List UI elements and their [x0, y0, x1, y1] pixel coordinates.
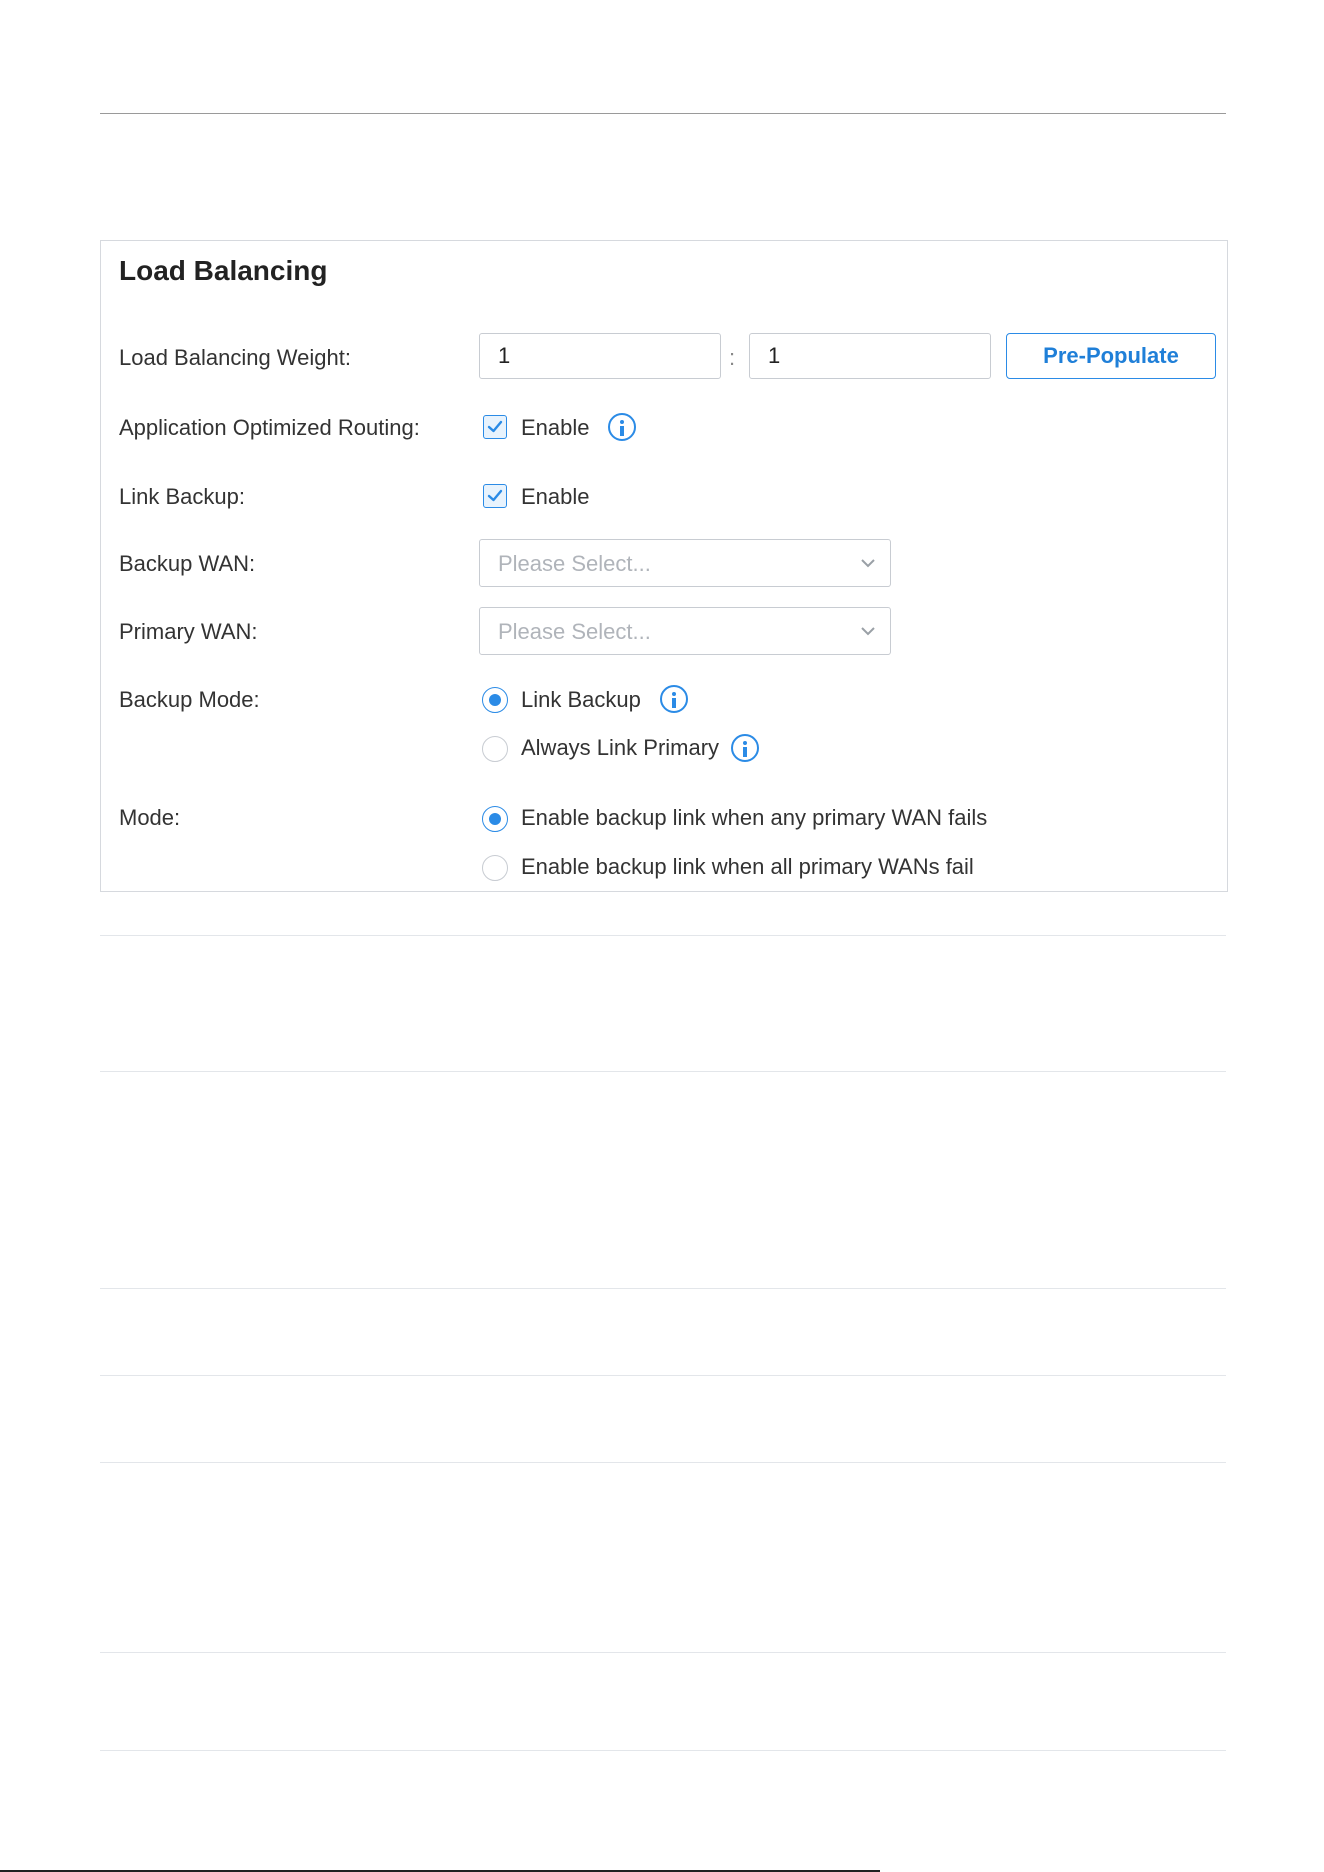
checkmark-icon	[486, 487, 504, 505]
backup-mode-radio-link-backup[interactable]	[482, 687, 508, 713]
top-divider	[100, 113, 1226, 114]
app-routing-checkbox[interactable]	[483, 415, 507, 439]
checkmark-icon	[486, 418, 504, 436]
link-backup-checkbox[interactable]	[483, 484, 507, 508]
primary-wan-placeholder: Please Select...	[498, 619, 651, 644]
backup-wan-select[interactable]	[479, 539, 891, 587]
primary-wan-select[interactable]	[479, 607, 891, 655]
backup-mode-option-link-backup: Link Backup	[521, 687, 641, 712]
mode-option-any-fails: Enable backup link when any primary WAN fails	[521, 805, 988, 830]
link-backup-label: Link Backup:	[119, 484, 245, 509]
table-divider	[100, 1462, 1226, 1463]
table-divider	[100, 1375, 1226, 1376]
chevron-down-icon	[860, 626, 876, 636]
app-routing-label: Application Optimized Routing:	[119, 415, 420, 440]
panel-title: Load Balancing	[119, 255, 328, 286]
table-divider	[100, 1288, 1226, 1289]
mode-radio-all-fail[interactable]	[482, 855, 508, 881]
weight-label: Load Balancing Weight:	[119, 345, 351, 370]
link-backup-enable-label: Enable	[521, 484, 590, 509]
backup-wan-label: Backup WAN:	[119, 551, 256, 576]
backup-wan-placeholder: Please Select...	[498, 551, 651, 576]
app-routing-enable-label: Enable	[521, 415, 590, 440]
load-balancing-panel	[100, 240, 1228, 892]
weight-input-2[interactable]: 1	[749, 333, 991, 379]
backup-mode-option-always-link-primary: Always Link Primary	[521, 735, 720, 760]
mode-option-all-fail: Enable backup link when all primary WANs fail	[521, 854, 974, 879]
table-divider	[100, 1071, 1226, 1072]
backup-mode-radio-always-link-primary[interactable]	[482, 736, 508, 762]
primary-wan-label: Primary WAN:	[119, 619, 258, 644]
chevron-down-icon	[860, 558, 876, 568]
pre-populate-button[interactable]: Pre-Populate	[1006, 333, 1216, 379]
table-divider	[100, 1652, 1226, 1653]
table-divider	[100, 935, 1226, 936]
table-divider	[100, 1750, 1226, 1751]
info-icon[interactable]	[731, 734, 759, 762]
mode-radio-any-fails[interactable]	[482, 806, 508, 832]
backup-mode-label: Backup Mode:	[119, 687, 260, 712]
mode-label: Mode:	[119, 805, 181, 830]
weight-separator: :	[729, 345, 736, 370]
weight-input-1[interactable]: 1	[479, 333, 721, 379]
info-icon[interactable]	[660, 685, 688, 713]
info-icon[interactable]	[608, 413, 636, 441]
